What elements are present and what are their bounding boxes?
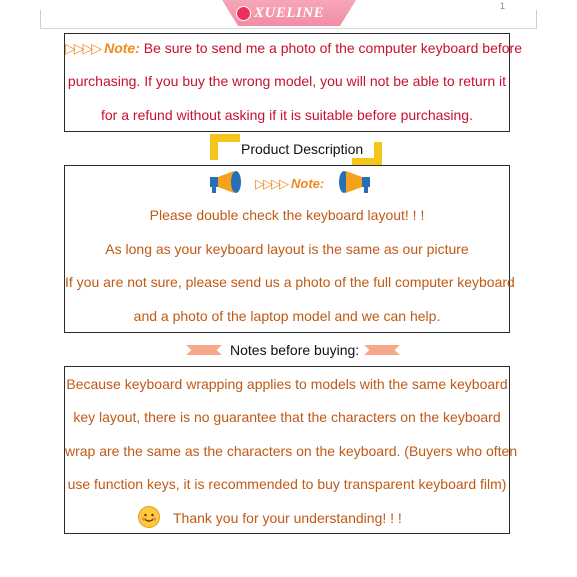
notes-line-2: key layout, there is no guarantee that the characters on the keyboard bbox=[73, 409, 501, 425]
corner-bracket-icon bbox=[352, 142, 382, 166]
product-description-box bbox=[64, 165, 515, 333]
page-number: 1 bbox=[500, 1, 506, 11]
double-arrow-icon: ▷▷▷▷ bbox=[255, 176, 287, 191]
notes-before-buying-title: Notes before buying: bbox=[230, 342, 360, 358]
thanks-text: Thank you for your understanding! ! ! bbox=[173, 510, 402, 526]
heart-icon bbox=[236, 6, 251, 21]
note-label: Note: bbox=[104, 40, 140, 56]
product-line-3: If you are not sure, please send us a photo of the full computer keyboard bbox=[65, 274, 515, 290]
margin-mark-left bbox=[40, 10, 41, 28]
double-arrow-icon: ▷▷▷▷ bbox=[65, 40, 101, 56]
note-box bbox=[64, 33, 522, 132]
product-line-1: Please double check the keyboard layout! ! ! bbox=[149, 207, 425, 223]
notes-before-buying-box bbox=[64, 366, 518, 534]
notes-line-1: Because keyboard wrapping applies to models with the same keyboard bbox=[66, 376, 508, 392]
megaphone-icon bbox=[208, 169, 244, 195]
margin-mark-right bbox=[536, 10, 537, 28]
product-line-4: and a photo of the laptop model and we can help. bbox=[133, 308, 441, 324]
note-text-1: Be sure to send me a photo of the computer keyboard before bbox=[143, 40, 522, 56]
product-description-title: Product Description bbox=[241, 141, 364, 157]
product-note-label: ▷▷▷▷ Note: bbox=[255, 176, 325, 191]
corner-bracket-icon bbox=[210, 134, 240, 160]
product-line-2: As long as your keyboard layout is the same as our picture bbox=[105, 241, 469, 257]
notes-line-3: wrap are the same as the characters on the keyboard. (Buyers who often bbox=[65, 443, 518, 459]
smiley-icon bbox=[138, 506, 160, 528]
ribbon-icon bbox=[186, 345, 222, 355]
note-line-1 bbox=[65, 40, 522, 57]
notes-line-4: use function keys, it is recommended to buy transparent keyboard film) bbox=[67, 476, 507, 492]
brand-name: XUELINE bbox=[254, 5, 325, 21]
header-divider bbox=[40, 28, 537, 29]
megaphone-icon bbox=[336, 169, 372, 195]
note-line-3: for a refund without asking if it is suitable before purchasing. bbox=[101, 107, 473, 123]
note-line-2: purchasing. If you buy the wrong model, you will not be able to return it bbox=[67, 73, 507, 89]
ribbon-icon bbox=[364, 345, 400, 355]
